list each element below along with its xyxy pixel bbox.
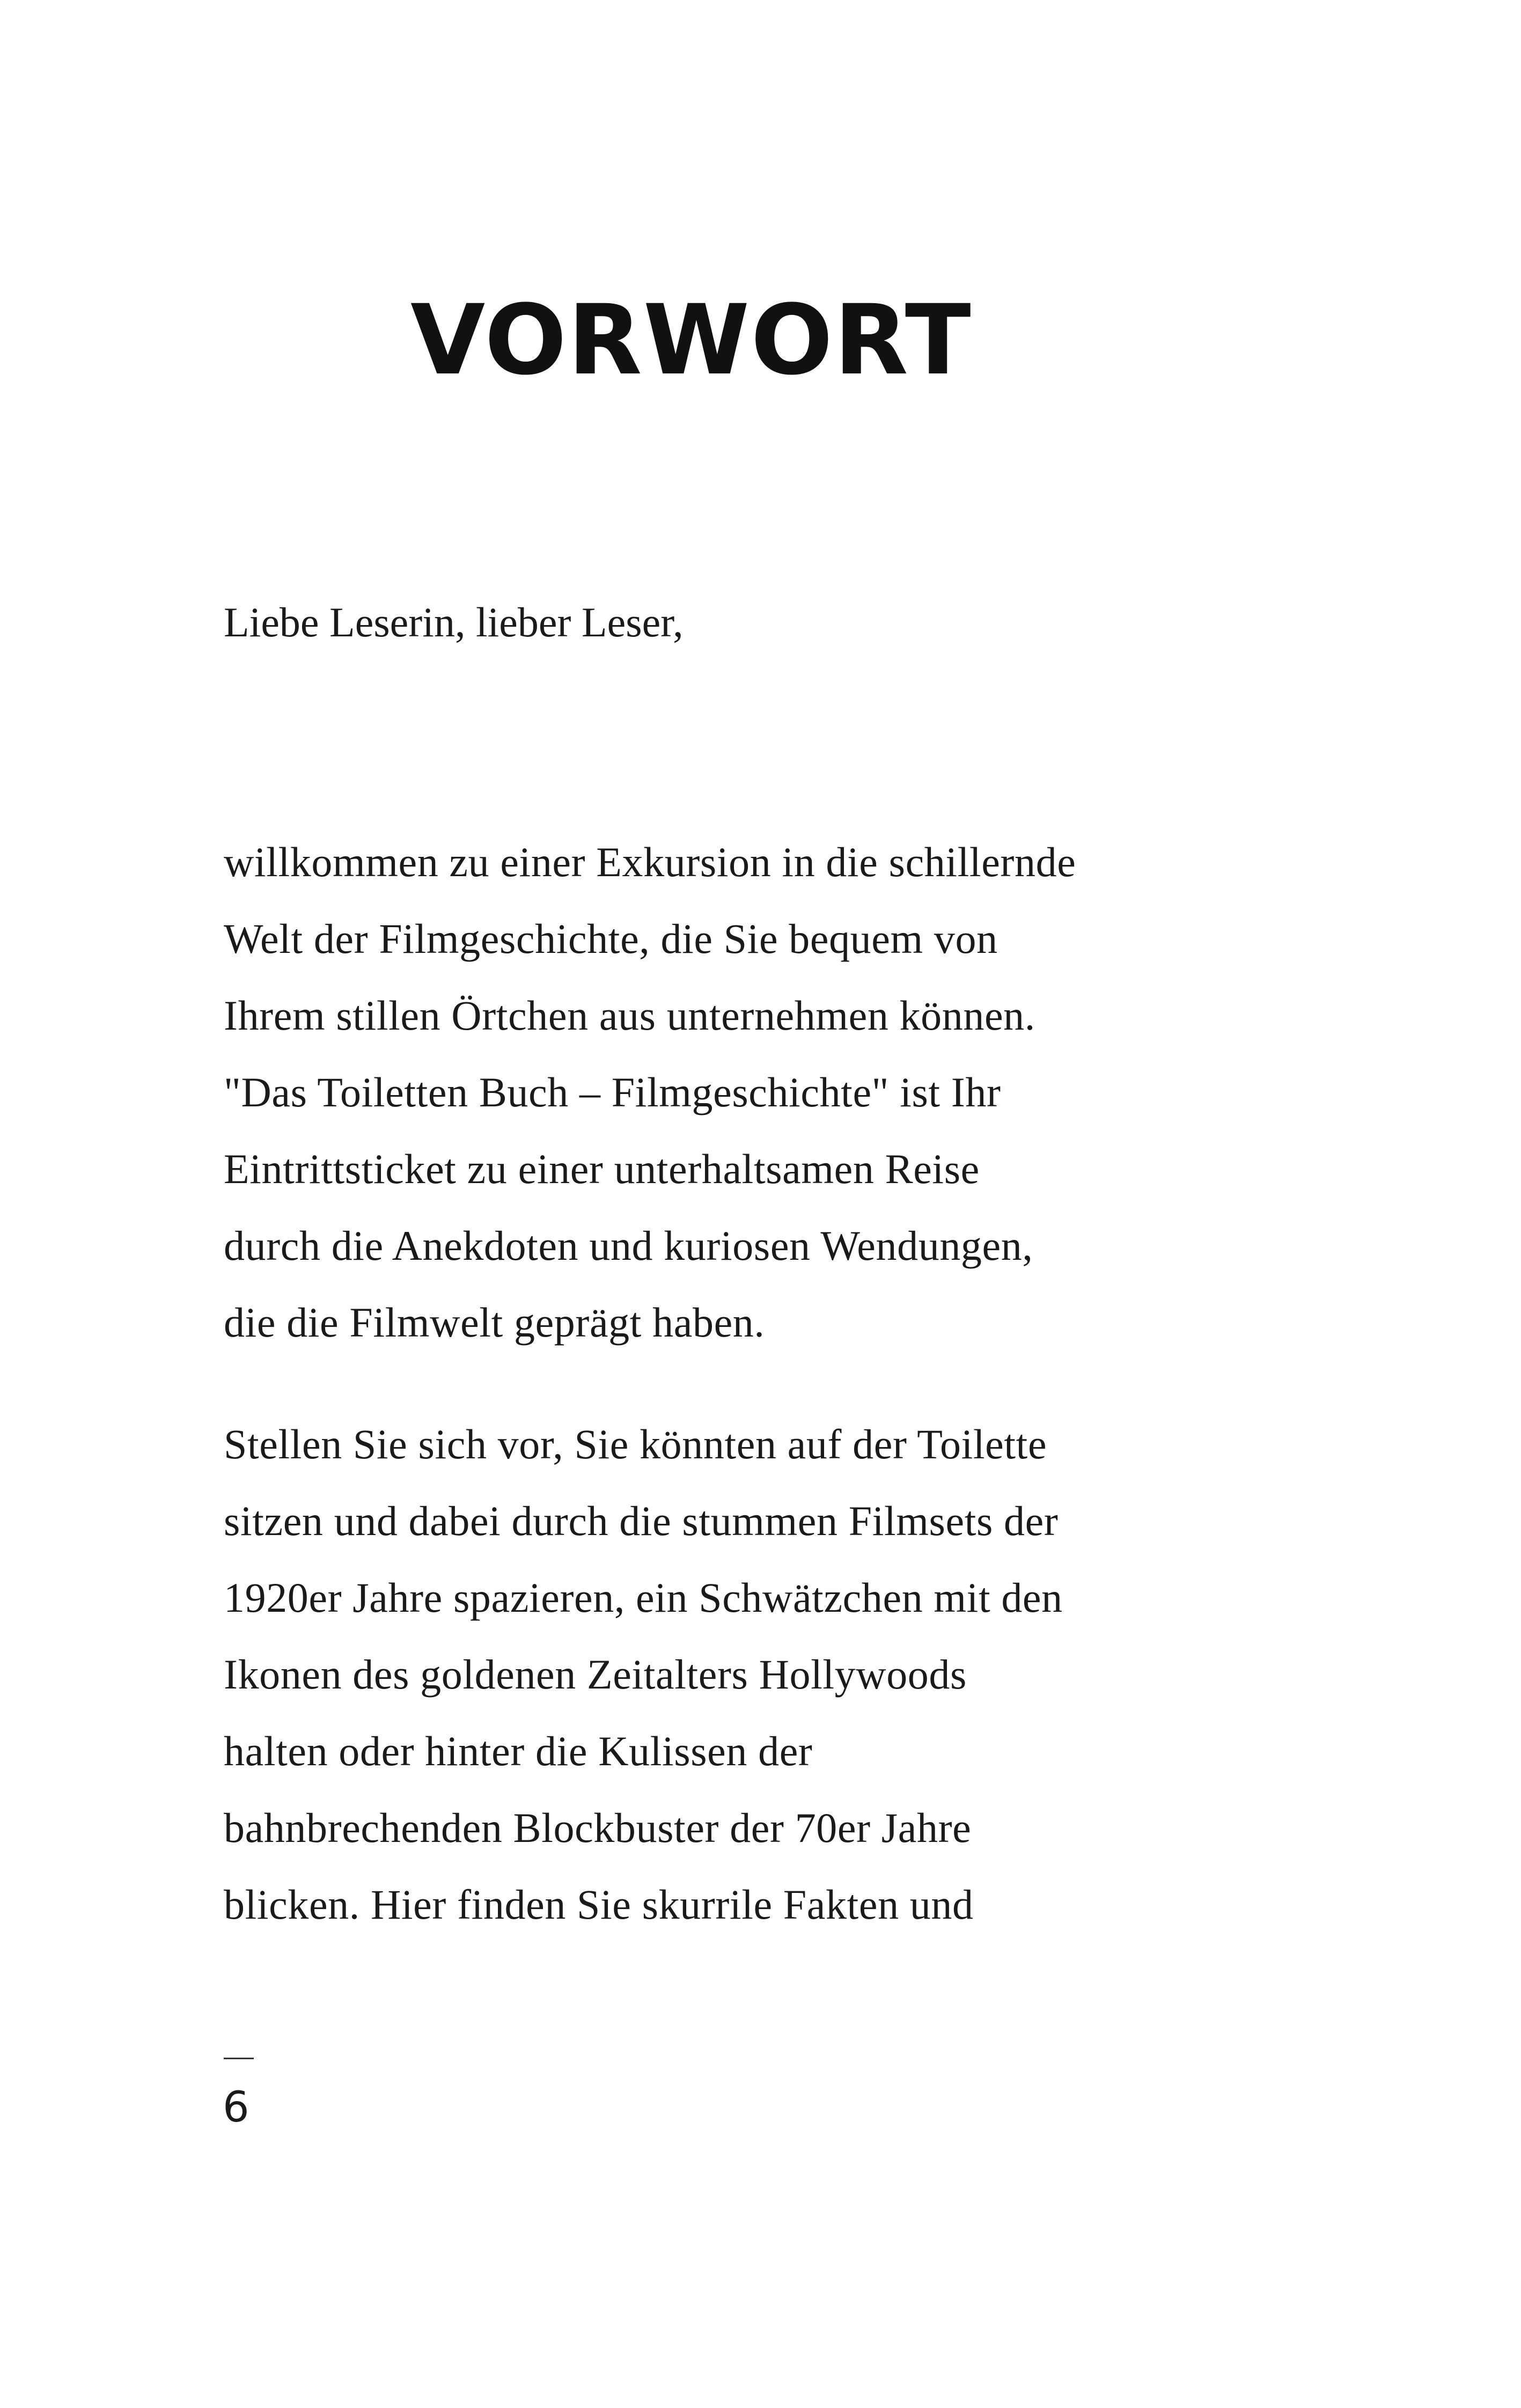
footer-divider [224,2058,254,2059]
paragraph-2 [224,1406,1063,1943]
paragraph-line: "Das Toiletten Buch – Filmgeschichte" ist Ihr [224,1069,1001,1115]
paragraph-line: blicken. Hier finden Sie skurrile Fakten und [224,1881,974,1928]
paragraph-line: die die Filmwelt geprägt haben. [224,1299,765,1346]
salutation: Liebe Leserin, lieber Leser, [224,599,684,645]
paragraph-line: Eintrittsticket zu einer unterhaltsamen Reise [224,1146,980,1192]
paragraph-line: Ihrem stillen Örtchen aus unternehmen können. [224,992,1035,1039]
paragraph-line: Stellen Sie sich vor, Sie könnten auf der Toilette [224,1421,1047,1467]
paragraph-line: sitzen und dabei durch die stummen Filmsets der [224,1497,1059,1544]
page-number: 6 [223,2083,249,2132]
paragraph-1 [224,824,1076,1361]
paragraph-line: willkommen zu einer Exkursion in die schillernde [224,839,1076,885]
paragraph-line: bahnbrechenden Blockbuster der 70er Jahre [224,1804,972,1851]
paragraph-line: Welt der Filmgeschichte, die Sie bequem von [224,915,998,962]
paragraph-line: halten oder hinter die Kulissen der [224,1728,813,1774]
paragraph-line: Ikonen des goldenen Zeitalters Hollywoods [224,1651,967,1698]
chapter-title: VORWORT [410,284,972,397]
paragraph-line: 1920er Jahre spazieren, ein Schwätzchen mit den [224,1574,1063,1621]
paragraph-line: durch die Anekdoten und kuriosen Wendungen, [224,1222,1033,1269]
